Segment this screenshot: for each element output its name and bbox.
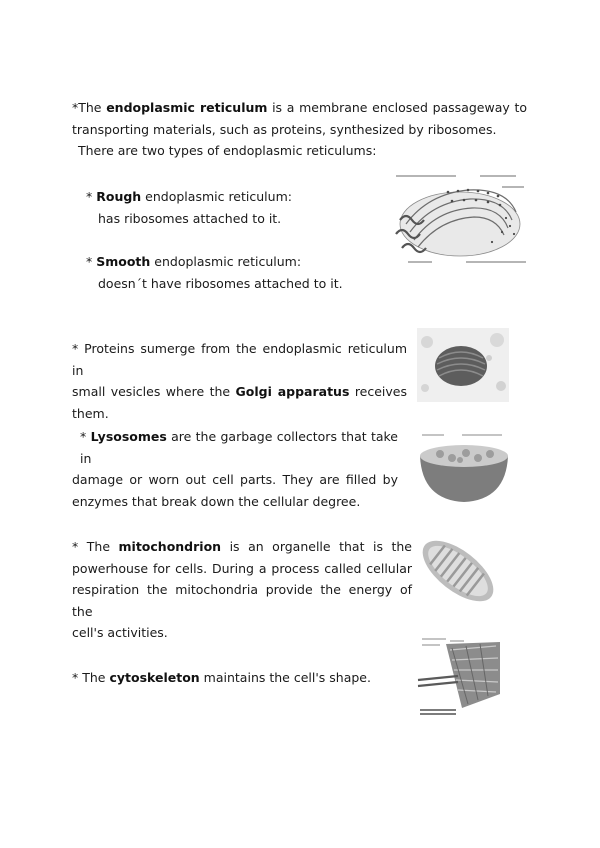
mitochondrion-line-4: cell's activities. (72, 625, 168, 640)
mitochondrion-paragraph (72, 536, 412, 644)
lysosomes-term: Lysosomes (90, 429, 167, 444)
smooth-er-heading: * Smooth endoplasmic reticulum: (86, 254, 302, 269)
golgi-illustration (417, 328, 509, 402)
mitochondrion-line-2: powerhouse for cells. During a process called cellular (72, 560, 412, 576)
cytoskeleton-term: cytoskeleton (109, 670, 200, 685)
golgi-paragraph (72, 338, 407, 424)
smooth-term: Smooth (96, 254, 151, 269)
golgi-term: Golgi apparatus (235, 384, 350, 399)
rough-er-item (86, 186, 386, 229)
golgi-line-3: them. (72, 405, 109, 421)
er-intro-line-1: *The endoplasmic reticulum is a membrane enclosed passageway to (72, 100, 527, 115)
mitochondrion-illustration (418, 530, 498, 612)
mitochondrion-term: mitochondrion (118, 539, 222, 554)
smooth-er-item (86, 251, 386, 294)
er-illustration (388, 172, 530, 268)
lysosomes-line-3: enzymes that break down the cellular degree. (72, 493, 361, 509)
er-intro (72, 97, 527, 162)
cytoskeleton-line: * The cytoskeleton maintains the cell's shape. (72, 670, 371, 685)
lysosome-illustration (416, 430, 512, 504)
smooth-er-desc: doesn´t have ribosomes attached to it. (98, 275, 343, 291)
cytoskeleton-paragraph (72, 667, 392, 689)
lysosomes-paragraph (72, 426, 398, 512)
mitochondrion-line-3: respiration the mitochondria provide the energy of the (72, 582, 412, 619)
er-intro-line-2: transporting materials, such as proteins, synthesized by ribosomes. (72, 121, 497, 137)
lysosomes-line-1: * Lysosomes are the garbage collectors that take in (80, 429, 398, 466)
er-types-line: There are two types of endoplasmic reticulums: (78, 143, 377, 158)
golgi-line-1: * Proteins sumerge from the endoplasmic reticulum in (72, 341, 407, 378)
er-term: endoplasmic reticulum (106, 100, 268, 115)
rough-term: Rough (96, 189, 142, 204)
mitochondrion-line-1: * The mitochondrion is an organelle that is the (72, 539, 412, 554)
rough-er-heading: * Rough endoplasmic reticulum: (86, 189, 292, 204)
golgi-line-2: small vesicles where the Golgi apparatus receives (72, 384, 408, 399)
rough-er-desc: has ribosomes attached to it. (98, 210, 282, 226)
cytoskeleton-illustration (416, 636, 502, 718)
lysosomes-line-2: damage or worn out cell parts. They are filled by (72, 472, 398, 487)
